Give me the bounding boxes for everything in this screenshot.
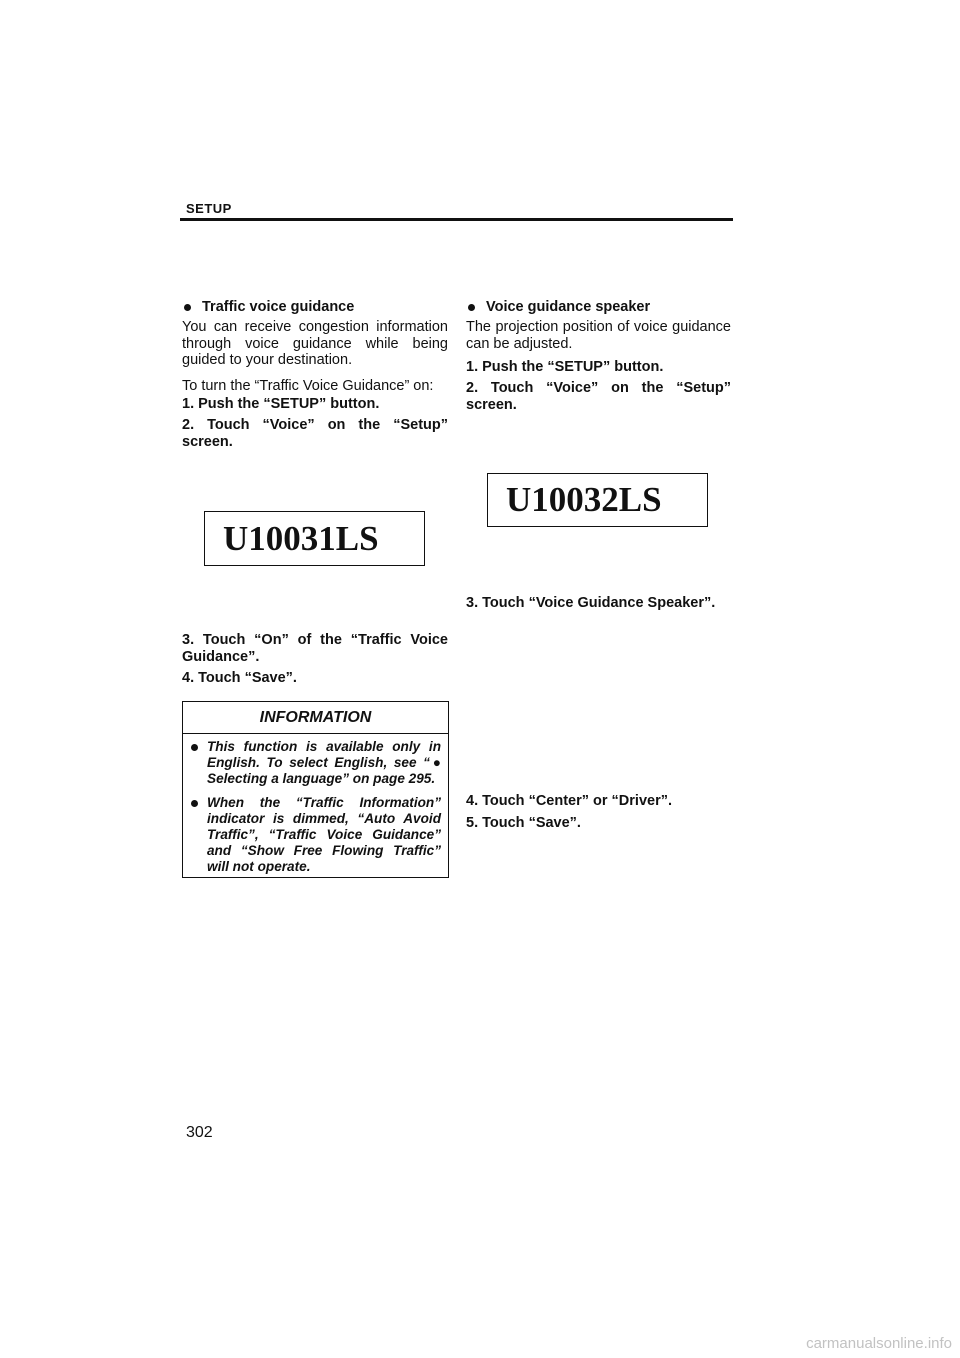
voice-guidance-speaker-heading bbox=[466, 299, 736, 316]
information-item bbox=[183, 795, 448, 876]
screenshot-placeholder-u10032ls: U10032LS bbox=[487, 473, 708, 527]
left-instruction-lead: To turn the “Traffic Voice Guidance” on: bbox=[182, 378, 434, 394]
header-rule bbox=[180, 218, 733, 221]
bullet-icon bbox=[468, 304, 475, 311]
information-item-text: This function is available only in English. To select English, see “● Selecting a language” on page 295. bbox=[207, 739, 441, 787]
bullet-icon bbox=[191, 744, 198, 751]
left-step-2: 2. Touch “Voice” on the “Setup” screen. bbox=[182, 417, 448, 450]
right-step-5: 5. Touch “Save”. bbox=[466, 815, 581, 831]
information-box bbox=[182, 701, 449, 878]
watermark: carmanualsonline.info bbox=[806, 1335, 952, 1352]
bullet-icon bbox=[191, 800, 198, 807]
left-step-1: 1. Push the “SETUP” button. bbox=[182, 396, 380, 412]
bullet-icon bbox=[184, 304, 191, 311]
screenshot-placeholder-u10031ls: U10031LS bbox=[204, 511, 425, 566]
right-intro-paragraph: The projection position of voice guidance can be adjusted. bbox=[466, 319, 731, 352]
information-item-text: When the “Traffic Information” indicator is dimmed, “Auto Avoid Traffic”, “Traffic Voice Guidance” and “Show Free Flowing Traffic” will not operate. bbox=[207, 794, 441, 875]
right-step-2: 2. Touch “Voice” on the “Setup” screen. bbox=[466, 380, 731, 413]
right-step-3: 3. Touch “Voice Guidance Speaker”. bbox=[466, 595, 716, 611]
right-step-1: 1. Push the “SETUP” button. bbox=[466, 359, 664, 375]
information-title: INFORMATION bbox=[183, 702, 448, 734]
information-item bbox=[183, 739, 448, 788]
traffic-voice-guidance-heading bbox=[182, 299, 452, 316]
page-number: 302 bbox=[186, 1124, 213, 1141]
left-step-4: 4. Touch “Save”. bbox=[182, 670, 297, 686]
heading-text: Traffic voice guidance bbox=[202, 299, 355, 315]
left-step-3: 3. Touch “On” of the “Traffic Voice Guidance”. bbox=[182, 632, 448, 665]
left-intro-paragraph: You can receive congestion information through voice guidance while being guided to your destination. bbox=[182, 319, 448, 368]
section-title: SETUP bbox=[186, 201, 232, 216]
right-step-4: 4. Touch “Center” or “Driver”. bbox=[466, 793, 672, 809]
heading-text: Voice guidance speaker bbox=[486, 299, 651, 315]
